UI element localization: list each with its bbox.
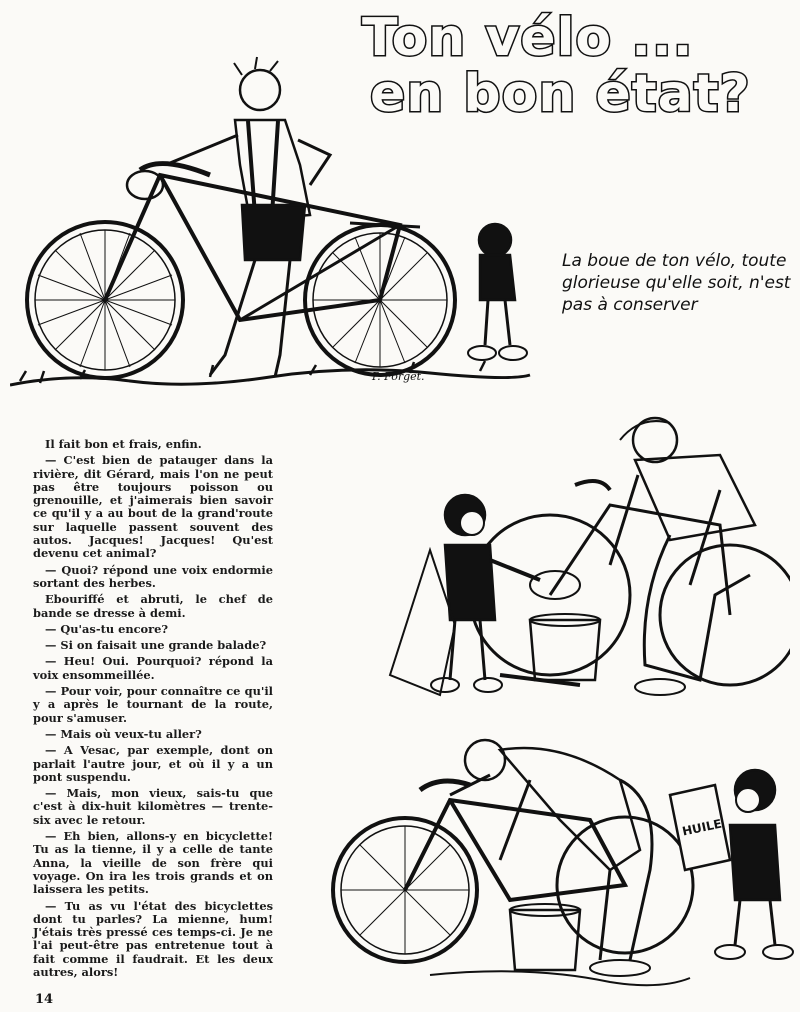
article-paragraph: — Qu'as-tu encore?	[45, 621, 169, 636]
article-paragraph: — Heu! Oui. Pourquoi? répond la voix ensommeillée.	[33, 654, 273, 682]
article-paragraph: — C'est bien de patauger dans la rivière, dit Gérard, mais l'on ne peut pas être toujours poisson ou grenouille, et j'aimerais bien savoir ce qu'il y a au bout de la grand'route sur laquelle passent souvent des autos. Jacques! Jacques! Qu'est devenu cet animal?	[33, 453, 273, 561]
oil-can-label: HUILE	[680, 816, 724, 839]
article-paragraph: — Mais où veux-tu aller?	[45, 726, 202, 741]
article-paragraph: — Quoi? répond une voix endormie sortant des herbes.	[33, 562, 273, 590]
title-line-2: en bon état?	[370, 64, 751, 124]
page-number: 14	[35, 992, 54, 1007]
illustration-washing-bicycle	[370, 395, 790, 705]
article-paragraph: — Pour voir, pour connaître ce qu'il y a après le tournant de la route, pour s'amuser.	[33, 684, 273, 725]
article-paragraph: — Si on faisait une grande balade?	[45, 638, 267, 653]
article-paragraph: — Eh bien, allons-y en bicyclette! Tu as la tienne, il y a celle de tante Anna, la vieille de son frère qui voyage. On ira les trois grands et on laissera les petits.	[33, 829, 273, 897]
article-paragraph: — Mais, mon vieux, sais-tu que c'est à dix-huit kilomètres — trente-six avec le retour.	[33, 786, 273, 827]
article-paragraph: — A Vesac, par exemple, dont on parlait l'autre jour, et où il y a un pont suspendu.	[33, 743, 273, 784]
article-paragraph: — Tu as vu l'état des bicyclettes dont tu parles? La mienne, hum! J'étais très pressé ces temps-ci. Je ne l'ai peut-être pas entretenue tout à fait comme il faudrait. Et les deux autres, alors!	[33, 898, 273, 979]
article-body	[33, 438, 273, 982]
article-paragraph: Ebouriffé et abruti, le chef de bande se dresse à demi.	[33, 592, 273, 620]
title-line-1: Ton vélo ...	[362, 8, 694, 68]
artist-signature: P. Forget.	[372, 370, 425, 383]
illustration-boy-with-bicycle	[10, 55, 550, 395]
article-paragraph: Il fait bon et frais, enfin.	[45, 437, 202, 451]
caption-text: La boue de ton vélo, toute glorieuse qu'elle soit, n'est pas à conserver	[562, 251, 791, 315]
illustration-oiling-bicycle	[330, 720, 800, 1010]
